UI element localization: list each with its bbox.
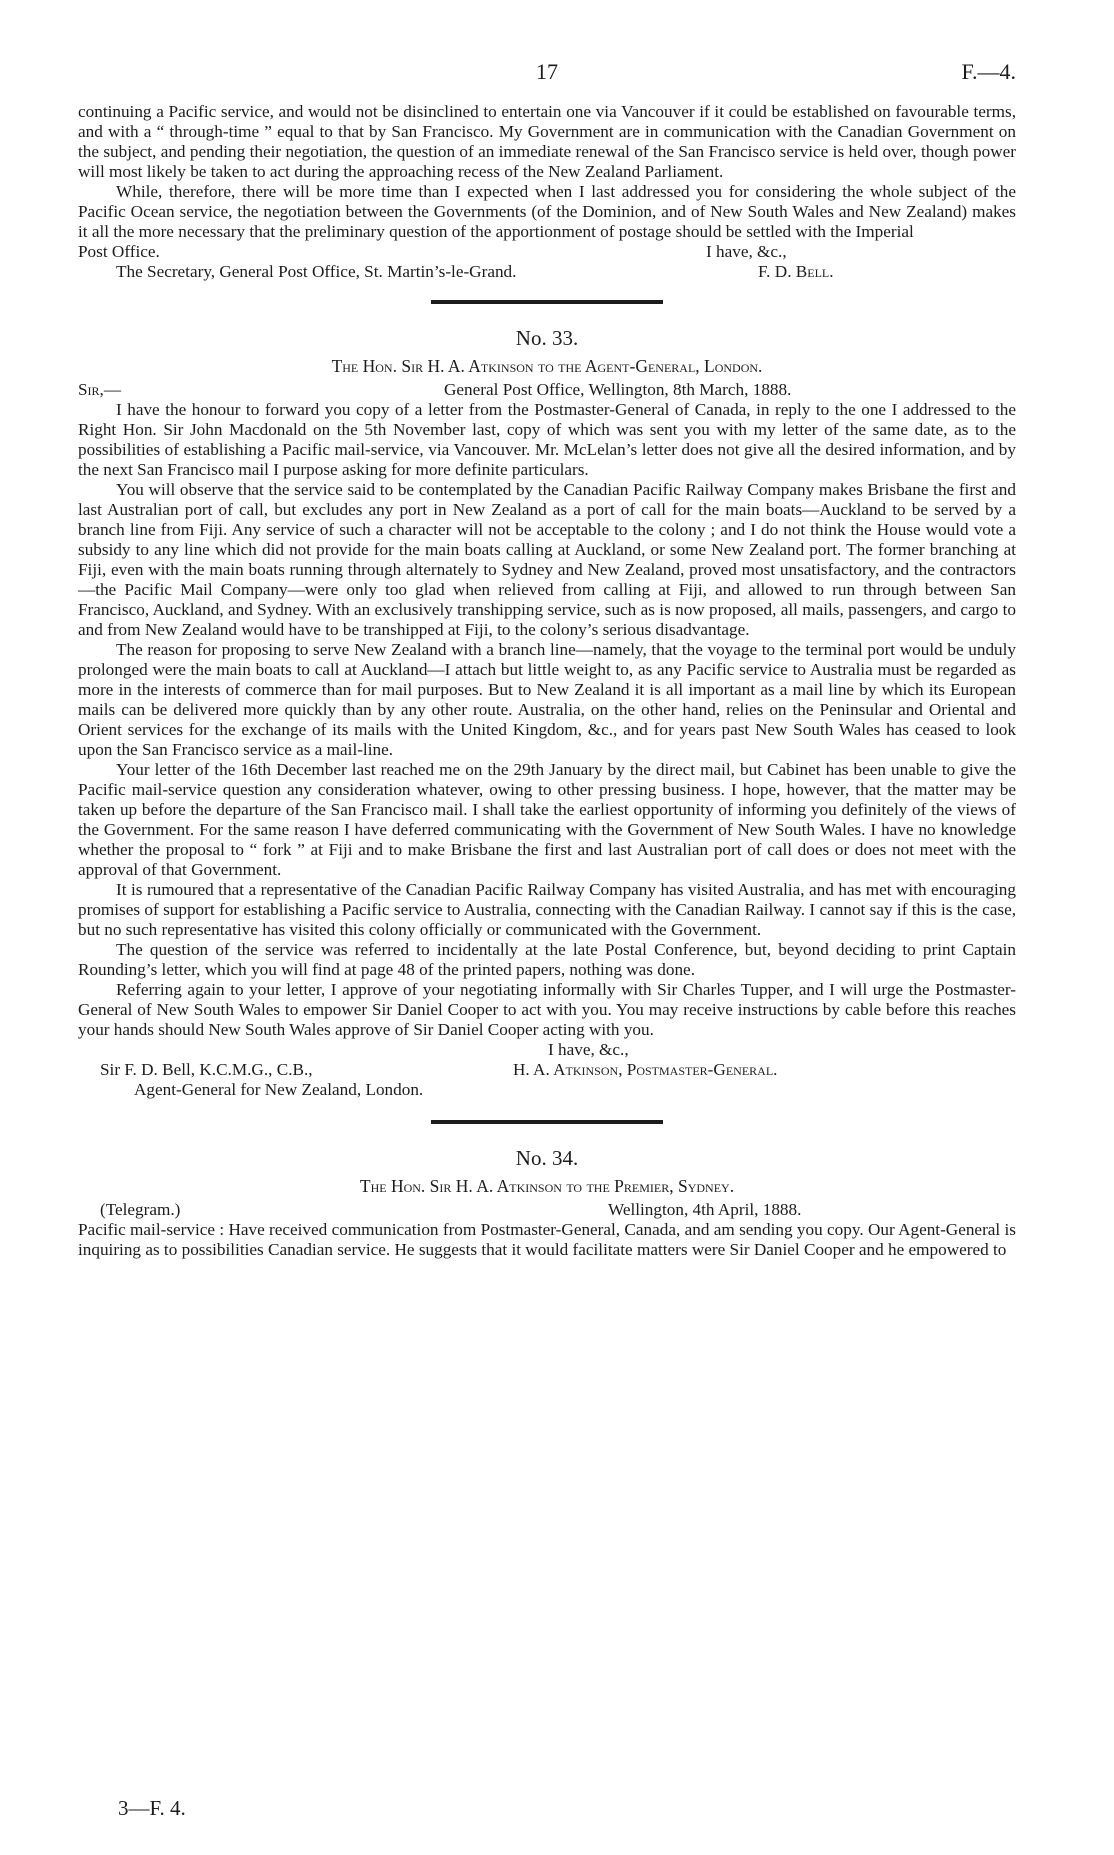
telegram-row (78, 1200, 1016, 1220)
closing-row (78, 242, 1016, 262)
paragraph: The reason for proposing to serve New Zealand with a branch line—namely, that the voyage to the terminal port would be unduly prolonged were the main boats to call at Auckland—I attach but little weight to, as any Pacific service to Australia must be regarded as more in the interests of commerce than for mail purposes. But to New Zealand it is all important as a mail line by which its European mails can be delivered more quickly than by any other route. Australia, on the other hand, relies on the Peninsular and Oriental and Orient services for the exchange of its mails with the United Kingdom, &c., and for years past New South Wales has ceased to look upon the San Francisco service as a mail-line. (78, 640, 1016, 759)
dateline: General Post Office, Wellington, 8th March, 1888. (444, 380, 792, 399)
dateline: Wellington, 4th April, 1888. (608, 1200, 802, 1219)
signature: H. A. Atkinson, Postmaster-General. (513, 1060, 778, 1079)
letter-number: No. 33. (515, 326, 579, 350)
paragraph: While, therefore, there will be more time than I expected when I last addressed you for considering the whole subject of the Pacific Ocean service, the negotiation between the Governments (of the Dominion, and of New South Wales and New Zealand) makes it all the more necessary that the preliminary question of the apportionment of postage should be settled with the Imperial (78, 182, 1016, 241)
signature-mark: 3—F. 4. (118, 1796, 186, 1820)
telegram-label: (Telegram.) (100, 1200, 181, 1219)
signature-row (78, 1060, 1016, 1080)
closing-phrase: I have, &c., (548, 1040, 629, 1059)
salutation: Sir,— (78, 380, 122, 399)
letter-no-34 (78, 1146, 1016, 1260)
paragraph: Referring again to your letter, I approve of your negotiating informally with Sir Charles Tupper, and I will urge the Postmaster-General of New South Wales to empower Sir Daniel Cooper to act with you. You may receive instructions by cable before this reaches your hands should New South Wales approve of Sir Daniel Cooper acting with you. (78, 980, 1016, 1039)
letter-number: No. 34. (515, 1146, 579, 1170)
paragraph: Your letter of the 16th December last reached me on the 29th January by the direct mail, but Cabinet has been unable to give the Pacific mail-service question any consideration whatever, owing to other pressing business. I hope, however, that the matter may be taken up before the departure of the San Francisco mail. I shall take the earliest opportunity of informing you definitely of the views of the Government. For the same reason I have deferred communicating with the Government of New South Wales. I have no knowledge whether the proposal to “ fork ” at Fiji and to make Brisbane the first and last Australian port of call does or does not meet with the approval of that Government. (78, 760, 1016, 879)
page-number: 17 (536, 59, 558, 84)
document-reference: F.—4. (961, 59, 1016, 84)
paragraph: continuing a Pacific service, and would not be disinclined to entertain one via Vancouver if it could be established on favourable terms, and with a “ through-time ” equal to that by San Francisco. My Government are in communication with the Canadian Government on the subject, and pending their negotiation, the question of an immediate renewal of the San Francisco service is held over, though power will most likely be taken to act during the approaching recess of the New Zealand Parliament. (78, 102, 1016, 181)
paragraph: It is rumoured that a representative of the Canadian Pacific Railway Company has visited Australia, and has met with encouraging promises of support for establishing a Pacific service to Australia, connecting with the Canadian Railway. I cannot say if this is the case, but no such representative has visited this colony officially or communicated with the Government. (78, 880, 1016, 939)
section-divider (431, 1120, 663, 1124)
closing-phrase: I have, &c., (706, 242, 787, 261)
telegram-body: Pacific mail-service : Have received communication from Postmaster-General, Canada, and am sending you copy. Our Agent-General is inquiring as to possibilities Canadian service. He suggests that it would facilitate matters were Sir Daniel Cooper and he empowered to (78, 1220, 1016, 1259)
addressee-row (78, 1080, 1016, 1100)
letter-heading: The Hon. Sir H. A. Atkinson to the Agent-General, London. (331, 356, 763, 376)
page-header (78, 59, 1016, 102)
addressee-title: Agent-General for New Zealand, London. (134, 1080, 424, 1099)
salutation-row (78, 380, 1016, 400)
paragraph: The question of the service was referred to incidentally at the late Postal Conference, but, beyond deciding to print Captain Rounding’s letter, which you will find at page 48 of the printed papers, nothing was done. (78, 940, 1016, 979)
paragraph: You will observe that the service said to be contemplated by the Canadian Pacific Railway Company makes Brisbane the first and last Australian port of call, but excludes any port in New Zealand as a port of call for the main boats—Auckland to be served by a branch line from Fiji. Any service of such a character will not be acceptable to the colony ; and I do not think the House would vote a subsidy to any line which did not provide for the main boats calling at Auckland, or some New Zealand port. The former branching at Fiji, even with the main boats running through alternately to Sydney and New Zealand, proved most unsatisfactory, and the contractors—the Pacific Mail Company—were only too glad when relieved from calling at Fiji, and allowed to run through between San Francisco, Auckland, and Sydney. With an exclusively transhipping service, such as is now proposed, all mails, passengers, and cargo to and from New Zealand would have to be transhipped at Fiji, to the colony’s serious disadvantage. (78, 480, 1016, 639)
signature-row (78, 262, 1016, 282)
closing-row (78, 1040, 1016, 1060)
section-divider (431, 300, 663, 304)
addressee: The Secretary, General Post Office, St. Martin’s-le-Grand. (116, 262, 517, 281)
signature: F. D. Bell. (758, 262, 834, 281)
paragraph: I have the honour to forward you copy of a letter from the Postmaster-General of Canada, in reply to the one I addressed to the Right Hon. Sir John Macdonald on the 5th November last, copy of which was sent you with my letter of the same date, as to the possibilities of establishing a Pacific mail-service, via Vancouver. Mr. McLelan’s letter does not give all the desired information, and by the next San Francisco mail I purpose asking for more definite particulars. (78, 400, 1016, 479)
paragraph-last-line: Post Office. (78, 242, 160, 261)
letter-heading: The Hon. Sir H. A. Atkinson to the Premier, Sydney. (359, 1176, 735, 1196)
letter-no-33 (78, 326, 1016, 1100)
addressee: Sir F. D. Bell, K.C.M.G., C.B., (100, 1060, 313, 1079)
letter-continuation (78, 102, 1016, 282)
